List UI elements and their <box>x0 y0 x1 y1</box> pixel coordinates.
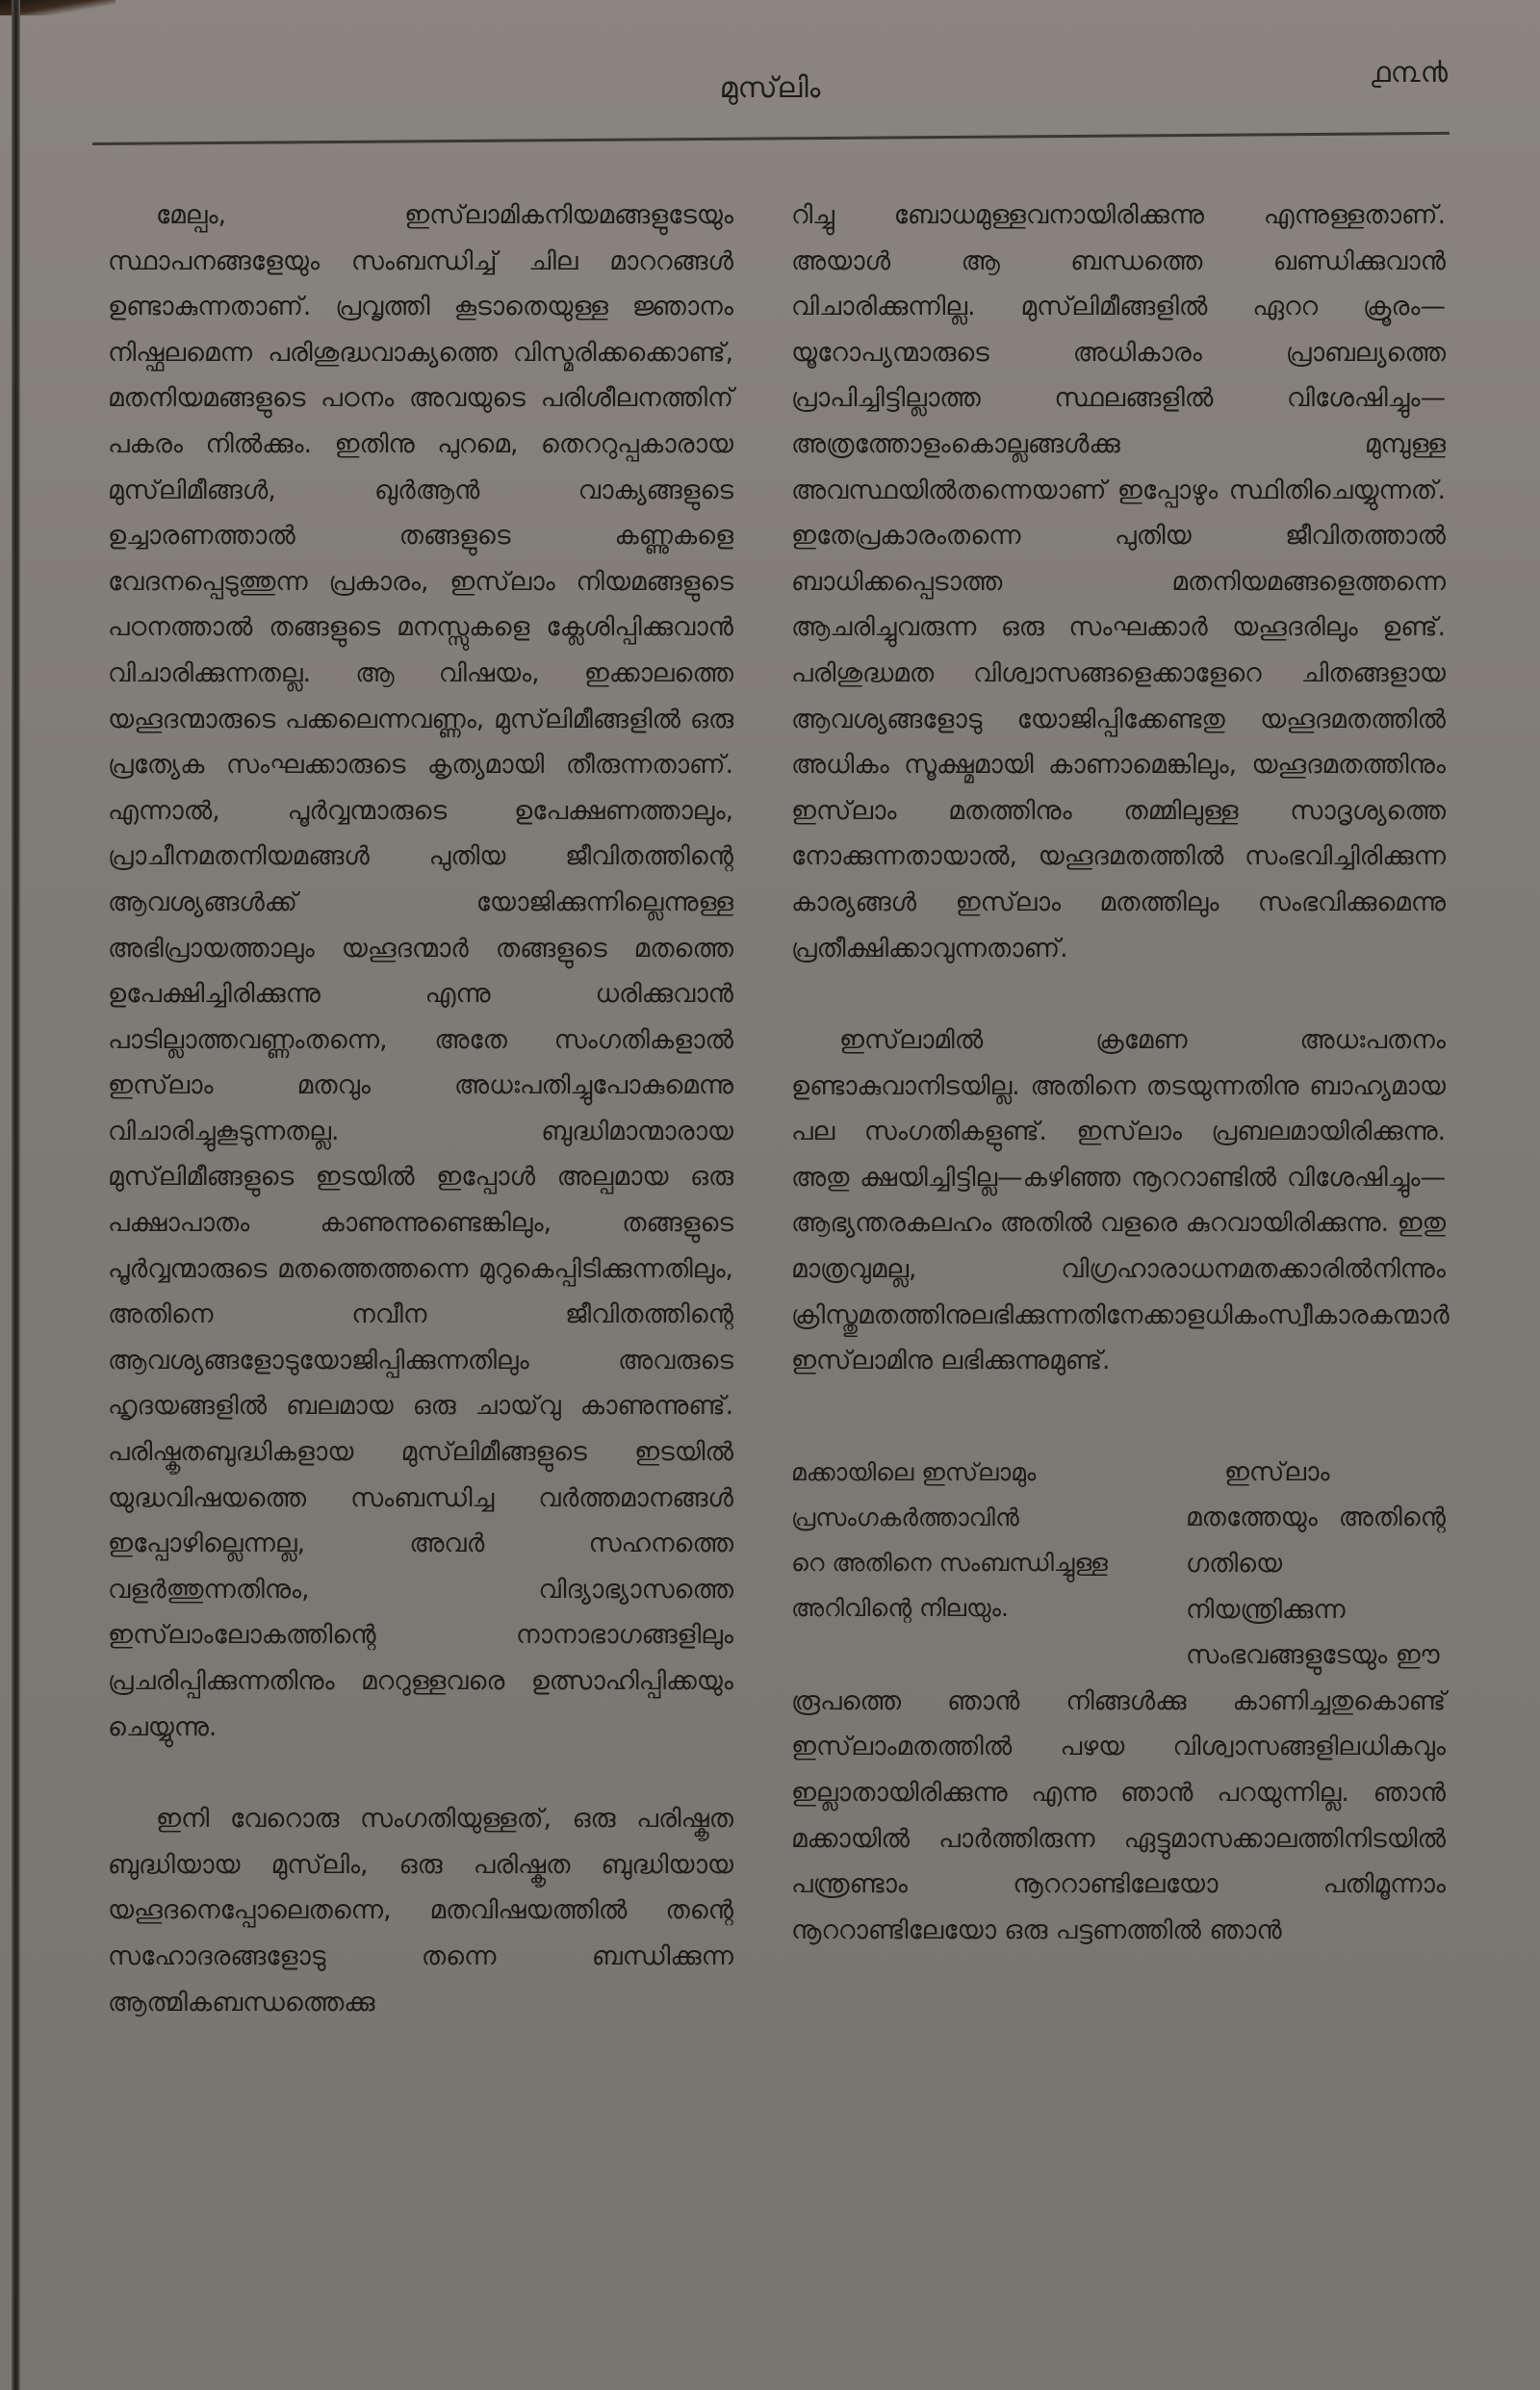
paragraph: റിച്ചു ബോധമുള്ളവനായിരിക്കുന്നു എന്നുള്ളതാണ്. അയാൾ ആ ബന്ധത്തെ ഖണ്ഡിക്കുവാൻ വിചാരിക്കുന്നില്ല. മുസ്‌ലിമീങ്ങളിൽ ഏററ ക്രൂരം—യൂറോപ്യന്മാരുടെ അധികാരം പ്രാബല്യത്തെ പ്രാപിച്ചിട്ടില്ലാത്ത സ്ഥലങ്ങളിൽ വിശേഷിച്ചും—അത്രത്തോളംകൊല്ലങ്ങൾക്കു മുമ്പുള്ള അവസ്ഥയിൽതന്നെയാണ് ഇപ്പോഴും സ്ഥിതിചെയ്യുന്നത്. ഇതേപ്രകാരംതന്നെ പുതിയ ജീവിതത്താൽ ബാധിക്കപ്പെടാത്ത മതനിയമങ്ങളെത്തന്നെ ആചരിച്ചുവരുന്ന ഒരു സംഘക്കാർ യഹൂദരിലും ഉണ്ട്. പരിശുദ്ധമത വിശ്വാസങ്ങളെക്കാളേറെ ചിതങ്ങളായ ആവശ്യങ്ങളോടു യോജിപ്പിക്കേണ്ടതു യഹൂദമതത്തിൽ അധികം സൂക്ഷ്മമായി കാണാമെങ്കിലും, യഹൂദമതത്തിനും ഇസ്‌ലാം മതത്തിനും തമ്മിലുള്ള സാദൃശ്യത്തെ നോക്കുന്നതായാൽ, യഹൂദമതത്തിൽ സംഭവിച്ചിരിക്കുന്ന കാര്യങ്ങൾ ഇസ്‌ലാം മതത്തിലും സംഭവിക്കുമെന്നു പ്രതീക്ഷിക്കാവുന്നതാണ്. <box>791 200 1446 964</box>
sidenote-line: അറിവിന്റെ നിലയും. <box>791 1593 1009 1622</box>
paragraph-gap <box>791 971 1446 1017</box>
sidenote-adjacent-text: ഇസ്‌ലാം മതത്തേയും അതിന്റെ ഗതിയെ നിയന്ത്രിക്കുന്ന സംഭവങ്ങളുടേയും ഈ <box>1186 1456 1446 1671</box>
paragraph: മേല്പം, ഇസ്‌ലാമികനിയമങ്ങളുടേയും സ്ഥാപനങ്ങളേയും സംബന്ധിച്ച് ചില മാററങ്ങൾ ഉണ്ടാകുന്നതാണ്. പ്രവൃത്തി കൂടാതെയുള്ള ജ്ഞാനം നിഷ്ഫലമെന്ന പരിശുദ്ധവാക്യത്തെ വിസ്മരിക്കക്കൊണ്ട്, മതനിയമങ്ങളുടെ പഠനം അവയുടെ പരിശീലനത്തിന് പകരം നിൽക്കും. ഇതിനു പുറമെ, തെററുപ്പകാരായ മുസ്‌ലിമീങ്ങൾ, ഖുർആൻ വാക്യങ്ങളുടെ ഉച്ചാരണത്താൽ തങ്ങളുടെ കണ്ണുകളെ വേദനപ്പെടുത്തുന്ന പ്രകാരം, ഇസ്‌ലാം നിയമങ്ങളുടെ പഠനത്താൽ തങ്ങളുടെ മനസ്സുകളെ ക്ലേശിപ്പിക്കുവാൻ വിചാരിക്കുന്നതല്ല. ആ വിഷയം, ഇക്കാലത്തെ യഹൂദന്മാരുടെ പക്കലെന്നവണ്ണം, മുസ്‌ലിമീങ്ങളിൽ ഒരു പ്രത്യേക സംഘക്കാരുടെ കൃത്യമായി തീരുന്നതാണ്. എന്നാൽ, പൂർവ്വന്മാരുടെ ഉപേക്ഷണത്താലും, പ്രാചീനമതനിയമങ്ങൾ പുതിയ ജീവിതത്തിന്റെ ആവശ്യങ്ങൾക്ക് യോജിക്കുന്നില്ലെന്നുള്ള അഭിപ്രായത്താലും യഹൂദന്മാർ തങ്ങളുടെ മതത്തെ ഉപേക്ഷിച്ചിരിക്കുന്നു എന്നു ധരിക്കുവാൻ പാടില്ലാത്തവണ്ണംതന്നെ, അതേ സംഗതികളാൽ ഇസ്‌ലാം മതവും അധഃപതിച്ചുപോകുമെന്നു വിചാരിച്ചുകൂടുന്നതല്ല. ബുദ്ധിമാന്മാരായ മുസ്‌ലിമീങ്ങളുടെ ഇടയിൽ ഇപ്പോൾ അല്പമായ ഒരു പക്ഷാപാതം കാണുന്നുണ്ടെങ്കിലും, തങ്ങളുടെ പൂർവ്വന്മാരുടെ മതത്തെത്തന്നെ മുറുകെപ്പിടിക്കുന്നതിലും, അതിനെ നവീന ജീവിതത്തിന്റെ ആവശ്യങ്ങളോടുയോജിപ്പിക്കുന്നതിലും അവരുടെ ഹൃദയങ്ങളിൽ ബലമായ ഒരു ചായ്‌വു കാണുന്നുണ്ട്. പരിഷ്കൃതബുദ്ധികളായ മുസ്‌ലിമീങ്ങളുടെ ഇടയിൽ യുദ്ധവിഷയത്തെ സംബന്ധിച്ച വർത്തമാനങ്ങൾ ഇപ്പോഴില്ലെന്നല്ല, അവർ സഹനത്തെ വളർത്തുന്നതിനും, വിദ്യാഭ്യാസത്തെ ഇസ്‌ലാംലോകത്തിന്റെ നാനാഭാഗങ്ങളിലും പ്രചരിപ്പിക്കുന്നതിനും മററുള്ളവരെ ഉത്സാഹിപ്പിക്കയും ചെയ്യുന്നു. <box>108 200 733 1742</box>
paragraph-gap <box>108 1750 733 1796</box>
sidenote-line: മക്കായിലെ ഇസ്‌ലാമും <box>791 1457 1037 1486</box>
page-number: ൧൩൯ <box>1371 56 1448 90</box>
sidenote-line: റെ അതിനെ സംബന്ധിച്ചുള്ള <box>791 1548 1108 1577</box>
running-title: മുസ്‌ലിം <box>719 71 821 105</box>
right-column <box>791 193 1450 1953</box>
paragraph-continuation: രൂപത്തെ ഞാൻ നിങ്ങൾക്കു കാണിച്ചതുകൊണ്ട് ഇസ്‌ലാംമതത്തിൽ പഴയ വിശ്വാസങ്ങളിലധികവും ഇല്ലാതായിരിക്കുന്നു എന്നു ഞാൻ പറയുന്നില്ല. ഞാൻ മക്കായിൽ പാർത്തിരുന്ന ഏട്ടുമാസക്കാലത്തിനിടയിൽ പന്ത്രണ്ടാം നൂററാണ്ടിലേയോ പതിമൂന്നാം നൂററാണ്ടിലേയോ ഒരു പട്ടണത്തിൽ ഞാൻ <box>791 1685 1446 1945</box>
binding-edge-line <box>12 0 20 2390</box>
sidenote-row <box>791 1450 1446 1679</box>
marginal-sidenote <box>791 1450 1157 1679</box>
sidenote-line: പ്രസംഗകർത്താവിൻ <box>791 1503 1019 1531</box>
paragraph-gap <box>791 1384 1446 1430</box>
left-column <box>108 193 733 2025</box>
header-rule <box>92 132 1450 145</box>
paragraph: ഇസ്‌ലാമിൽ ക്രമേണ അധഃപതനം ഉണ്ടാകുവാനിടയില്ല. അതിനെ തടയുന്നതിനു ബാഹ്യമായ പല സംഗതികളുണ്ട്. ഇസ്‌ലാം പ്രബലമായിരിക്കുന്നു. അതു ക്ഷയിച്ചിട്ടില്ല—കഴിഞ്ഞ നൂററാണ്ടിൽ വിശേഷിച്ചും—ആഭ്യന്തരകലഹം അതിൽ വളരെ കുറവായിരിക്കുന്നു. ഇതു മാത്രവുമല്ല, വിഗ്രഹാരാധനമതക്കാരിൽനിന്നും ക്രിസ്തുമതത്തിനുലഭിക്കുന്നതിനേക്കാളധികംസ്വീകാരകന്മാർ ഇസ്‌ലാമിനു ലഭിക്കുന്നുമുണ്ട്. <box>791 1025 1450 1376</box>
paragraph: ഇനി വേറൊരു സംഗതിയുള്ളത്, ഒരു പരിഷ്കൃത ബുദ്ധിയായ മുസ്‌ലിം, ഒരു പരിഷ്കൃത ബുദ്ധിയായ യഹൂദനെപ്പോലെതന്നെ, മതവിഷയത്തിൽ തന്റെ സഹോദരങ്ങളോടു തന്നെ ബന്ധിക്കുന്ന ആത്മികബന്ധത്തെക്കു <box>108 1804 733 2017</box>
